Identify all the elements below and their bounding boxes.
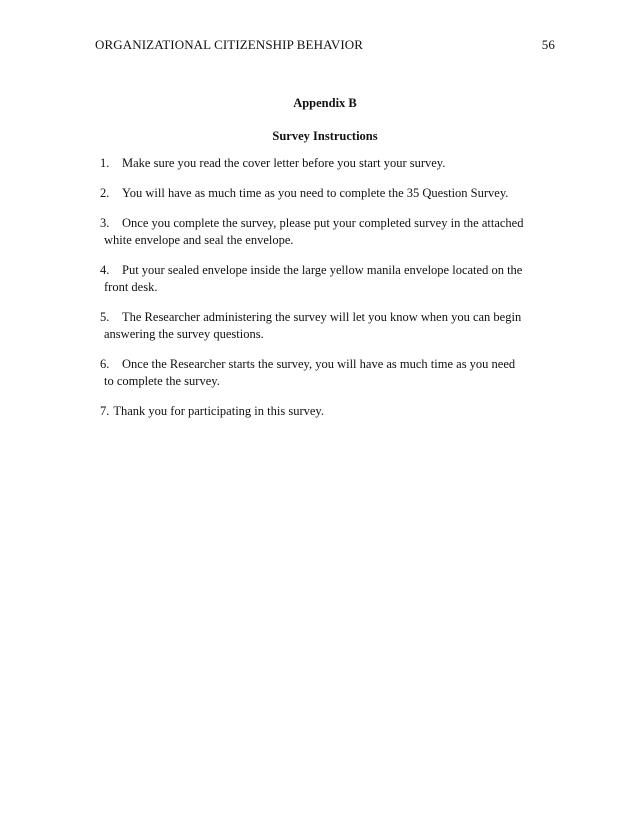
list-item [100,403,540,420]
appendix-title: Survey Instructions [272,129,378,143]
item-number: 6. [100,357,110,371]
item-text: You will have as much time as you need to complete the 35 Question Survey. [122,186,509,200]
list-item [100,356,540,390]
item-text-continuation: white envelope and seal the envelope. [104,233,294,247]
list-item [100,309,540,343]
item-text-continuation: to complete the survey. [104,374,220,388]
running-head [95,37,555,53]
list-item [100,185,540,202]
item-text-continuation: front desk. [104,280,158,294]
item-number: 7. [100,404,110,418]
instruction-list [100,155,540,433]
item-number: 4. [100,263,110,277]
item-text-continuation: answering the survey questions. [104,327,264,341]
item-text: Make sure you read the cover letter before you start your survey. [122,156,446,170]
list-item [100,215,540,249]
item-number: 1. [100,156,110,170]
item-number: 2. [100,186,110,200]
list-item [100,262,540,296]
page-number: 56 [541,37,555,52]
appendix-label: Appendix B [293,96,357,110]
item-text: The Researcher administering the survey will let you know when you can begin [122,310,522,324]
item-text: Once you complete the survey, please put your completed survey in the attached [122,216,524,230]
item-number: 5. [100,310,110,324]
item-text: Once the Researcher starts the survey, you will have as much time as you need [122,357,516,371]
item-text: Put your sealed envelope inside the large yellow manila envelope located on the [122,263,523,277]
running-title: ORGANIZATIONAL CITIZENSHIP BEHAVIOR [95,37,364,52]
item-number: 3. [100,216,110,230]
list-item [100,155,540,172]
item-text: Thank you for participating in this survey. [113,404,324,418]
